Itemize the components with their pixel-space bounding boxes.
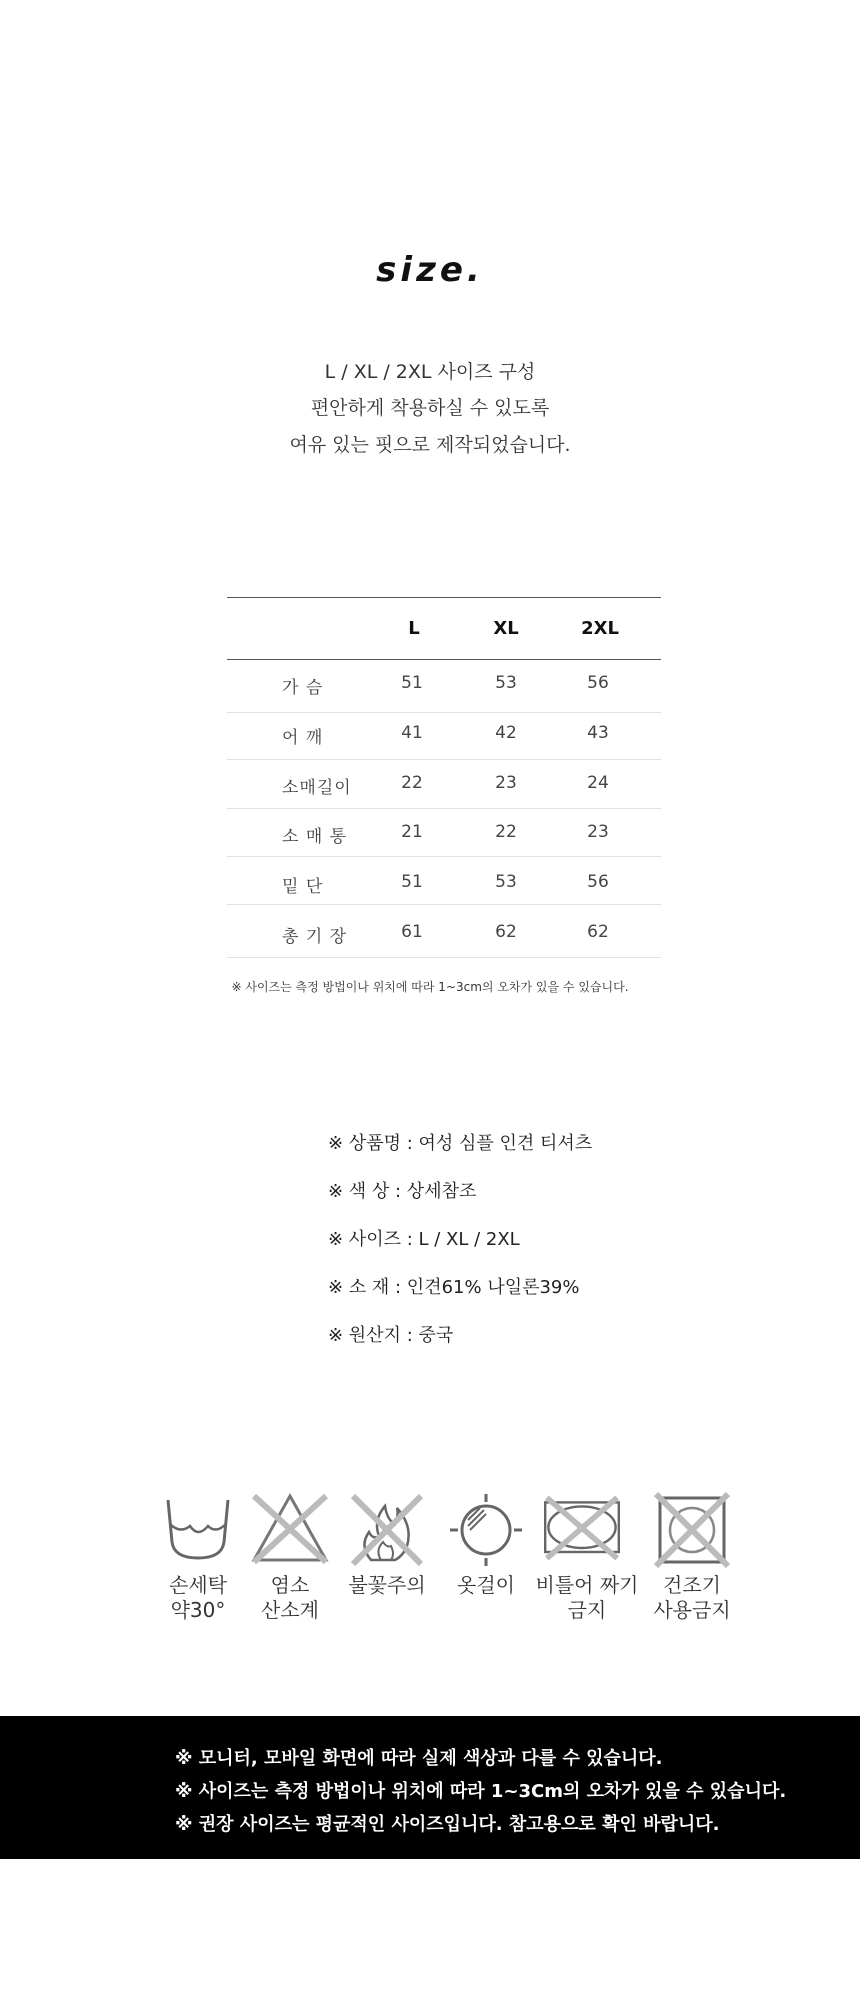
hand-wash-icon <box>158 1490 238 1570</box>
cell-value: 23 <box>587 822 609 842</box>
product-sizes: ※ 사이즈 : L / XL / 2XL <box>328 1229 520 1250</box>
intro-line-3: 여유 있는 핏으로 제작되었습니다. <box>289 434 571 456</box>
product-color: ※ 색 상 : 상세참조 <box>328 1181 477 1202</box>
cell-value: 42 <box>495 723 517 743</box>
care-label: 사용금지 <box>653 1598 731 1622</box>
cell-value: 21 <box>401 822 423 842</box>
no-bleach-icon <box>250 1490 330 1570</box>
care-label: 금지 <box>567 1598 607 1622</box>
care-label: 옷걸이 <box>457 1573 515 1597</box>
row-divider <box>227 856 661 857</box>
care-label: 불꽃주의 <box>348 1573 426 1597</box>
no-fire-icon <box>347 1490 427 1570</box>
row-label-shoulder: 어 깨 <box>282 728 324 748</box>
size-note: ※ 사이즈는 측정 방법이나 위치에 따라 1~3cm의 오차가 있을 수 있습니다. <box>231 980 629 994</box>
notice-monitor-color: ※ 모니터, 모바일 화면에 따라 실제 색상과 다를 수 있습니다. <box>175 1748 663 1769</box>
care-label: 손세탁 <box>169 1573 227 1597</box>
cell-value: 22 <box>495 822 517 842</box>
row-divider <box>227 957 661 958</box>
header-size-2xl: 2XL <box>581 618 619 639</box>
product-name: ※ 상품명 : 여성 심플 인견 티셔츠 <box>328 1133 593 1154</box>
cell-value: 43 <box>587 723 609 743</box>
intro-line-1: L / XL / 2XL 사이즈 구성 <box>324 361 536 383</box>
product-origin: ※ 원산지 : 중국 <box>328 1325 454 1346</box>
table-header-border <box>227 659 661 660</box>
row-label-hem: 밑 단 <box>282 877 324 897</box>
cell-value: 51 <box>401 673 423 693</box>
care-label: 약30° <box>170 1598 226 1622</box>
cell-value: 24 <box>587 773 609 793</box>
cell-value: 56 <box>587 673 609 693</box>
hanger-dry-icon <box>446 1490 526 1570</box>
cell-value: 62 <box>587 922 609 942</box>
cell-value: 22 <box>401 773 423 793</box>
cell-value: 53 <box>495 872 517 892</box>
row-divider <box>227 712 661 713</box>
cell-value: 62 <box>495 922 517 942</box>
notice-recommended-size: ※ 권장 사이즈는 평균적인 사이즈입니다. 참고용으로 확인 바랍니다. <box>175 1814 720 1835</box>
intro-line-2: 편안하게 착용하실 수 있도록 <box>310 397 550 419</box>
row-divider <box>227 904 661 905</box>
header-size-l: L <box>408 618 420 639</box>
notice-size-tolerance: ※ 사이즈는 측정 방법이나 위치에 따라 1~3Cm의 오차가 있을 수 있습니다. <box>175 1781 787 1802</box>
cell-value: 23 <box>495 773 517 793</box>
table-top-border <box>227 597 661 598</box>
cell-value: 51 <box>401 872 423 892</box>
cell-value: 56 <box>587 872 609 892</box>
care-label: 산소계 <box>261 1598 319 1622</box>
row-label-sleeve-width: 소 매 통 <box>282 827 348 847</box>
row-label-sleeve-length: 소매길이 <box>282 778 352 798</box>
row-label-chest: 가 슴 <box>282 678 324 698</box>
header-size-xl: XL <box>493 618 519 639</box>
no-tumble-dry-icon <box>652 1490 732 1570</box>
cell-value: 61 <box>401 922 423 942</box>
product-material: ※ 소 재 : 인견61% 나일론39% <box>328 1277 580 1298</box>
no-wring-icon <box>542 1488 622 1568</box>
row-divider <box>227 759 661 760</box>
cell-value: 41 <box>401 723 423 743</box>
page-title: size. <box>376 250 484 290</box>
care-label: 염소 <box>270 1573 310 1597</box>
care-label: 건조기 <box>663 1573 721 1597</box>
row-divider <box>227 808 661 809</box>
row-label-total-length: 총 기 장 <box>282 927 348 947</box>
care-label: 비틀어 짜기 <box>535 1573 639 1597</box>
cell-value: 53 <box>495 673 517 693</box>
